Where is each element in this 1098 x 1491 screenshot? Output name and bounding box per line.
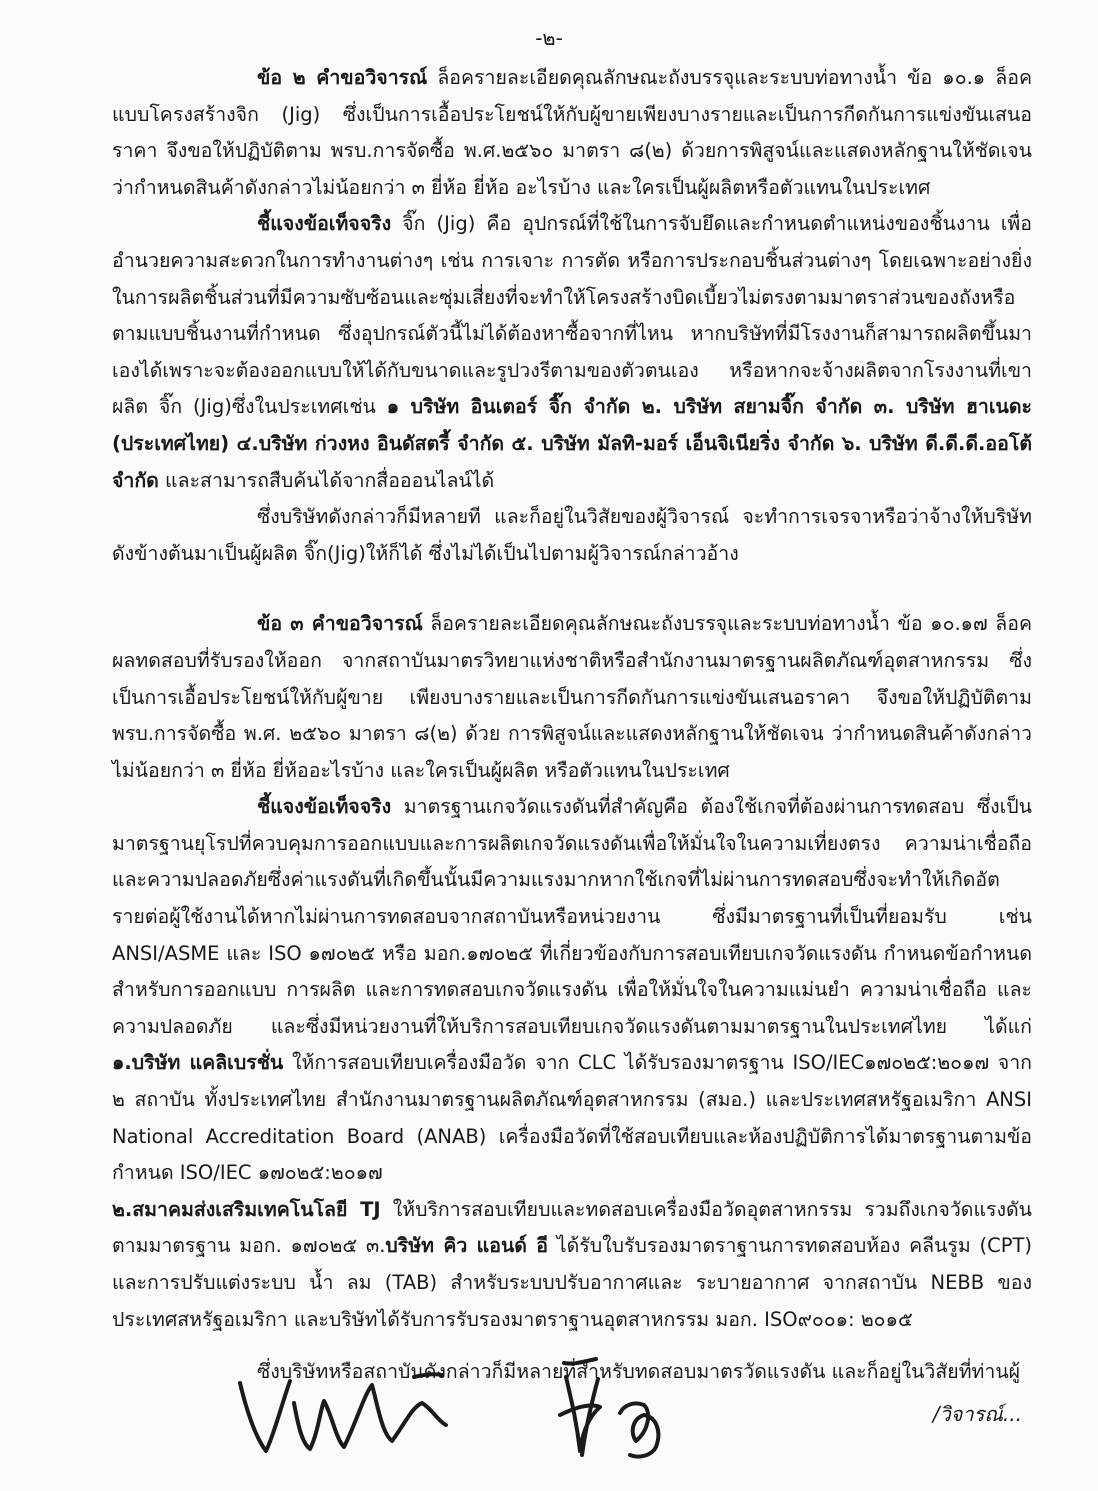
paragraph-text: จิ๊ก (Jig) คือ อุปกรณ์ที่ใช้ในการจับยึดและกำหนดตำแหน่งของชิ้นงาน เพื่ออำนวยความสะดวกในการทำงานต่างๆ เช่น การเจาะ การตัด หรือการประกอบชิ้นส่วนต่างๆ โดยเฉพาะอย่างยิ่งในการผลิตชิ้นส่วนที่มีความซับซ้อนและซุ่มเสี่ยงที่จะทำให้โครงสร้างบิดเบี้ยวไม่ตรงตามมาตราส่วนของถังหรือตามแบบชิ้นงานที่กำหนด ซึ่งอุปกรณ์ตัวนี้ไม่ได้ต้องหาซื้อจากที่ไหน หากบริษัทที่มีโรงงานก็สามารถผลิตขึ้นมาเองได้เพราะจะต้องออกแบบให้ได้กับขนาดและรูปวงรีตามของตัวตนเอง หรือหากจะจ้างผลิตจากโรงงานที่เขาผลิต จิ๊ก (Jig)ซึ่งในประเทศเช่น bbox=[112, 212, 1032, 419]
paragraph-item3-clarification bbox=[112, 789, 1032, 1192]
paragraph-heading: ชี้แจงข้อเท็จจริง bbox=[257, 795, 392, 819]
paragraph-text: มาตรฐานเกจวัดแรงดันที่สำคัญคือ ต้องใช้เกจที่ต้องผ่านการทดสอบ ซึ่งเป็นมาตรฐานยุโรปที่ควบคุมการออกแบบและการผลิตเกจวัดแรงดันเพื่อให้มั่นใจในความเที่ยงตรง ความน่าเชื่อถือและความปลอดภัยซึ่งค่าแรงดันที่เกิดขึ้นนั้นมีความแรงมากหากใช้เกจที่ไม่ผ่านการทดสอบซึ่งจะทำให้เกิดอัตรายต่อผู้ใช้งานได้หากไม่ผ่านการทดสอบจากสถาบันหรือหน่วยงาน ซึ่งมีมาตรฐานที่เป็นที่ยอมรับ เช่น ANSI/ASME และ ISO ๑๗๐๒๕ หรือ มอก.๑๗๐๒๕ ที่เกี่ยวข้องกับการสอบเทียบเกจวัดแรงดัน กำหนดข้อกำหนดสำหรับการออกแบบ การผลิต และการทดสอบเกจวัดแรงดัน เพื่อให้มั่นใจในความแม่นยำ ความน่าเชื่อถือ และความปลอดภัย และซึ่งมีหน่วยงานที่ให้บริการสอบเทียบเกจวัดแรงดันตามมาตรฐานในประเทศไทย ได้แก่ bbox=[112, 795, 1032, 1038]
paragraph-item3-request bbox=[112, 606, 1032, 789]
page-number: -๒- bbox=[535, 26, 563, 50]
continuation-marker: /วิจารณ์... bbox=[932, 1402, 1022, 1426]
paragraph-heading: ข้อ ๓ คำขอวิจารณ์ bbox=[257, 612, 423, 636]
paragraph-text: ล็อครายละเอียดคุณลักษณะถังบรรจุและระบบท่อทางน้ำ ข้อ ๑๐.๑๗ ล็อคผลทดสอบที่รับรองให้ออก จากสถาบันมาตรวิทยาแห่งชาติหรือสำนักงานมาตรฐานผลิตภัณฑ์อุตสาหกรรม ซึ่งเป็นการเอื้อประโยชน์ให้กับผู้ขาย เพียงบางรายและเป็นการกีดกันการแข่งขันเสนอราคา จึงขอให้ปฏิบัติตาม พรบ.การจัดซื้อ พ.ศ. ๒๕๖๐ มาตรา ๘(๒) ด้วย การพิสูจน์และแสดงหลักฐานให้ชัดเจน ว่ากำหนดสินค้าดังกล่าวไม่น้อยกว่า ๓ ยี่ห้อ ยี่ห้ออะไรบ้าง และใครเป็นผู้ผลิต หรือตัวแทนในประเทศ bbox=[112, 612, 1033, 782]
company-name: ๑.บริษัท แคลิเบรชั่น bbox=[112, 1051, 284, 1075]
paragraph-item2-conclusion bbox=[112, 499, 1032, 572]
company-list: ๑ บริษัท อินเตอร์ จิ๊ก จำกัด ๒. บริษัท สยามจิ๊ก จำกัด ๓. บริษัท ฮาเนดะ (ประเทศไทย) ๔.บริษัท ก่วงหง อินดัสตรี้ จำกัด ๕. บริษัท มัลทิ-มอร์ เอ็นจิเนียริ่ง จำกัด ๖. บริษัท ดี.ดี.ดี.ออโต้ จำกัด bbox=[112, 395, 1032, 492]
paragraph-heading: ข้อ ๒ คำขอวิจารณ์ bbox=[257, 66, 428, 89]
company-name: บริษัท คิว แอนด์ อี bbox=[385, 1234, 549, 1258]
paragraph-heading: ชี้แจงข้อเท็จจริง bbox=[257, 212, 392, 236]
paragraph-text: ให้บริการสอบเทียบและทดสอบเครื่องมือวัดอุตสาหกรรม รวมถึงเกจวัดแรงดัน ตามมาตรฐาน มอก. ๑๗๐๒๕ ๓. bbox=[112, 1197, 1032, 1258]
paragraph-text: ซึ่งบริษัทดังกล่าวก็มีหลายที และก็อยู่ในวิสัยของผู้วิจารณ์ จะทำการเจรจาหรือว่าจ้างให้บริษัทดังข้างต้นมาเป็นผู้ผลิต จิ๊ก(Jig)ให้ก็ได้ ซึ่งไม่ได้เป็นไปตามผู้วิจารณ์กล่าวอ้าง bbox=[112, 505, 1032, 565]
paragraph-item3-providers bbox=[112, 1192, 1032, 1338]
paragraph-heading: ๒.สมาคมส่งเสริมเทคโนโลยี TJ bbox=[112, 1197, 381, 1221]
paragraph-text: และสามารถสืบค้นได้จากสื่อออนไลน์ได้ bbox=[158, 468, 495, 492]
paragraph-text: ซึ่งบริษัทหรือสถาบันดังกล่าวก็มีหลายที่สำหรับทดสอบมาตรวัดแรงดัน และก็อยู่ในวิสัยที่ท่านผู้ bbox=[257, 1360, 1021, 1384]
document-body bbox=[112, 60, 1032, 1391]
paragraph-text: ได้รับใบรับรองมาตราฐานการทดสอบห้อง คลีนรูม (CPT) และการปรับแต่งระบบ น้ำ ลม (TAB) สำหรับระบบปรับอากาศและ ระบายอากาศ จากสถาบัน NEBB ของประเทศสหรัฐอเมริกา และบริษัทได้รับการรับรองมาตราฐานอุตสาหกรรม มอก. ISO๙๐๐๑: ๒๐๑๕ bbox=[112, 1234, 1032, 1331]
paragraph-text: ให้การสอบเทียบเครื่องมือวัด จาก CLC ได้รับรองมาตรฐาน ISO/IEC๑๗๐๒๕:๒๐๑๗ จาก ๒ สถาบัน ทั้งประเทศไทย สำนักงานมาตรฐานผลิตภัณฑ์อุตสาหกรรม (สมอ.) และประเทศสหรัฐอเมริกา ANSI National Accreditation Board (ANAB) เครื่องมือวัดที่ใช้สอบเทียบและห้องปฏิบัติการได้มาตรฐานตามข้อกำหนด ISO/IEC ๑๗๐๒๕:๒๐๑๗ bbox=[112, 1051, 1032, 1185]
paragraph-text: ล็อครายละเอียดคุณลักษณะถังบรรจุและระบบท่อทางน้ำ ข้อ ๑๐.๑ ล็อคแบบโครงสร้างจิก (Jig) ซึ่งเป็นการเอื้อประโยชน์ให้กับผู้ขายเพียงบางรายและเป็นการกีดกันการแข่งขันเสนอราคา จึงขอให้ปฏิบัติตาม พรบ.การจัดซื้อ พ.ศ.๒๕๖๐ มาตรา ๘(๒) ด้วยการพิสูจน์และแสดงหลักฐานให้ชัดเจน ว่ากำหนดสินค้าดังกล่าวไม่น้อยกว่า ๓ ยี่ห้อ ยี่ห้อ อะไรบ้าง และใครเป็นผู้ผลิตหรือตัวแทนในประเทศ bbox=[112, 66, 1032, 199]
paragraph-item2-request bbox=[112, 60, 1032, 206]
paragraph-item2-clarification bbox=[112, 206, 1032, 499]
